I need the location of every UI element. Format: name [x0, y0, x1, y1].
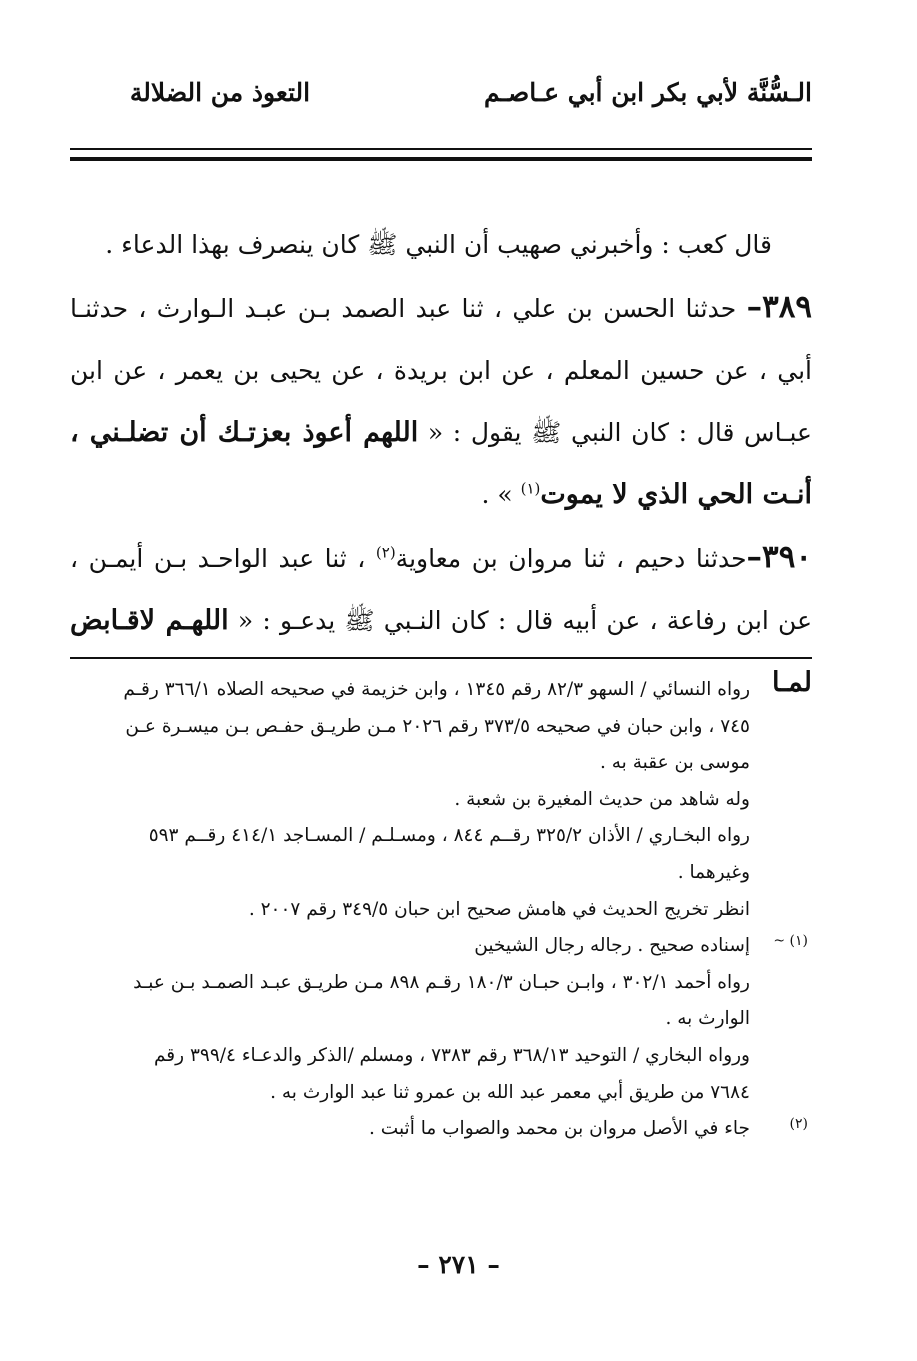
- footnote-line: ورواه البخاري / التوحيد ٣٦٨/١٣ رقم ٧٣٨٣ ، ومسلم /الذكر والدعـاء ٣٩٩/٤ رقم: [154, 1044, 750, 1066]
- header-rule-thin: [70, 148, 812, 150]
- running-header: [70, 72, 812, 116]
- header-rule-thick: [70, 157, 812, 161]
- hadith-end: » .: [481, 480, 521, 509]
- footnote-line: رواه البخـاري / الأذان ٣٢٥/٢ رقــم ٨٤٤ ، ومسـلـم / المسـاجد ٤١٤/١ رقــم ٥٩٣: [148, 825, 750, 847]
- hadith-dash: –: [746, 289, 763, 325]
- main-text: [70, 214, 812, 714]
- footnote-line: إسناده صحيح . رجاله رجال الشيخين: [474, 935, 750, 957]
- hadith-dash: –: [746, 539, 763, 575]
- book-title: الـسُّنَّة لأبي بكر ابن أبي عـاصـم: [484, 78, 812, 107]
- chapter-title: التعوذ من الضلالة: [129, 78, 311, 107]
- hadith-supplication: اللهم أعوذ بعزتـك أن تضلـني ، أنـت الحي الذي لا يموت: [70, 417, 812, 510]
- footnote-separator: [70, 657, 812, 659]
- hadith-text: حدثنا الحسن بن علي ، ثنا عبد الصمد بـن عبـد الـوارث ، حدثنـا أبي ، عن حسين المعلم ، عن ابن بريدة ، عن يحيى بن يعمر ، عن ابن عبـاس قال : كان النبي ﷺ يقول : «: [70, 294, 812, 447]
- footnote-line: موسى بن عقبة به .: [600, 752, 750, 774]
- footnote-line: ٧٤٥ ، وابن حبان في صحيحه ٣٧٣/٥ رقم ٢٠٢٦ مـن طريـق حفـص بـن ميسـرة عـن: [125, 715, 750, 737]
- footnote-line: وغيرهما .: [677, 861, 750, 883]
- footnote-line: وله شاهد من حديث المغيرة بن شعبة .: [454, 788, 750, 810]
- hadith-389: [70, 276, 812, 526]
- paragraph-kaab-text: قال كعب : وأخبرني صهيب أن النبي ﷺ كان ينصرف بهذا الدعاء .: [105, 230, 772, 259]
- footnote-line: رواه أحمد ٣٠٢/١ ، وابـن حبـان ١٨٠/٣ رقـم ٨٩٨ مـن طريـق عبـد الصمـد بـن عبـد: [133, 971, 750, 993]
- footnote-line: ٧٦٨٤ من طريق أبي معمر عبد الله بن عمرو ثنا عبد الوارث به .: [270, 1081, 750, 1103]
- footnote-reference: (١): [520, 479, 541, 498]
- footnote-line: انظر تخريج الحديث في هامش صحيح ابن حبان ٣٤٩/٥ رقم ٢٠٠٧ .: [248, 898, 750, 920]
- footnote-unnumbered: [70, 672, 812, 928]
- hadith-supplication: اللهـم لاقـابض لمـا: [70, 605, 812, 698]
- hadith-text: حدثنا دحيم ، ثنا مروان بن معاوية: [395, 544, 747, 573]
- page-number: – ٢٧١ –: [417, 1250, 500, 1279]
- footnote-reference: (٢): [375, 543, 396, 562]
- paragraph-kaab: [70, 214, 812, 276]
- footnote-line: الوارث به .: [665, 1008, 750, 1030]
- hadith-text: ، ثنا عبد الواحـد بـن أيمـن ، عن ابن رفاعة ، عن أبيه قال : كان النـبي ﷺ يدعـو : «: [70, 544, 812, 635]
- footnote-line: جاء في الأصل مروان بن محمد والصواب ما أثبت .: [369, 1118, 750, 1140]
- hadith-number: ٣٩٠: [762, 539, 812, 575]
- footnotes: [70, 672, 812, 1148]
- footnote-2: [70, 1111, 812, 1148]
- footnote-line: رواه النسائي / السهو ٨٢/٣ رقم ١٣٤٥ ، وابن خزيمة في صحيحه الصلاه ٣٦٦/١ رقـم: [123, 679, 750, 700]
- footnote-marker: (١) ~: [773, 933, 808, 950]
- footnote-marker: (٢): [789, 1116, 808, 1133]
- hadith-number: ٣٨٩: [762, 289, 813, 325]
- footnote-1: [70, 928, 812, 1111]
